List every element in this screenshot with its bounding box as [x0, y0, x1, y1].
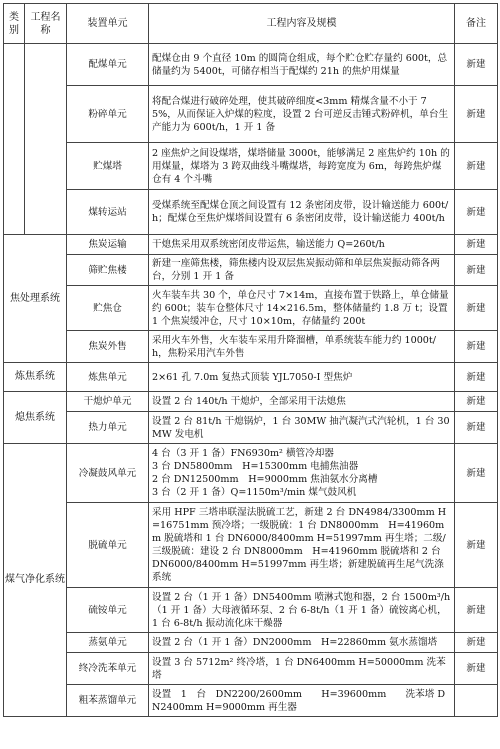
note-cell: 新建 [455, 392, 498, 412]
note-cell: 新建 [455, 331, 498, 363]
content-cell: 设置 2 台（1 开 1 备）DN5400mm 喷淋式饱和器，2 台 1500m³/h（1 开 1 备）大母液循环泵、2 台 6-8t/h（1 开 1 备）硫铵离心机，1 台 6-8t/h 振动流化床干燥器 [149, 588, 455, 633]
content-cell: 2×61 孔 7.0m 复热式顶装 YJL7050-I 型焦炉 [149, 363, 455, 392]
table-row [4, 685, 498, 717]
content-cell: 干熄焦采用双系统密闭皮带运焦，输送能力 Q=260t/h [149, 235, 455, 255]
table-row [4, 331, 498, 363]
unit-cell: 硫铵单元 [67, 588, 149, 633]
content-cell: 新建一座筛焦楼，筛焦楼内设双层焦炭振动筛和单层焦炭振动筛各两台，分别 1 开 1 备 [149, 255, 455, 286]
unit-cell: 粉碎单元 [67, 86, 149, 143]
header-category: 类别 [4, 4, 25, 44]
unit-cell: 终冷洗苯单元 [67, 653, 149, 685]
table-row [4, 190, 498, 235]
content-cell: 火车装车共 30 个，单仓尺寸 7×14m，直接布置于铁路上，单仓储量约 600t；装车仓整体尺寸 14×216.5m，整体储量约 1.8 万 t；设置 1 个焦炭缓冲仓，尺寸 10×10m，存储量约 200t [149, 286, 455, 331]
content-cell: 受煤系统至配煤仓顶之间设置有 12 条密闭皮带，设计输送能力 600t/h；配煤仓至焦炉煤塔间设置有 6 条密闭皮带，设计输送能力 400t/h [149, 190, 455, 235]
table-row [4, 633, 498, 653]
content-cell: 将配合煤进行破碎处理，使其破碎细度<3mm 精煤含量不小于 75%，从而保证入炉煤的粒度，设置 2 台可逆反击锤式粉碎机，单台生产能力为 600t/h，1 开 1 备 [149, 86, 455, 143]
table-row [4, 363, 498, 392]
unit-cell: 贮焦仓 [67, 286, 149, 331]
note-cell: 新建 [455, 588, 498, 633]
unit-cell: 炼焦单元 [67, 363, 149, 392]
table-header-row [4, 4, 498, 44]
note-cell: 新建 [455, 412, 498, 444]
category-gas-purification: 煤气净化系统 [4, 444, 67, 717]
header-content: 工程内容及规模 [149, 4, 455, 44]
unit-cell: 热力单元 [67, 412, 149, 444]
content-cell: 4 台（3 开 1 备）FN6930m² 横管冷却器 3 台 DN5800mm H=15300mm 电捕焦油器 2 台 DN12500mm H=9000mm 焦油氨水分离槽 3 台（2 开 1 备）Q=1150m³/min 煤气鼓风机 [149, 444, 455, 503]
category-coke-handling: 焦处理系统 [4, 235, 67, 363]
table-row [4, 444, 498, 503]
content-cell: 采用火车外售，火车装车采用升降溜槽，单系统装车能力约 1000t/h，焦粉采用汽车外售 [149, 331, 455, 363]
note-cell: 新建 [455, 143, 498, 190]
table-row [4, 392, 498, 412]
note-cell: 新建 [455, 190, 498, 235]
table-row [4, 412, 498, 444]
project-table [3, 3, 498, 717]
note-cell: 新建 [455, 503, 498, 588]
content-cell: 设置 3 台 5712m² 终冷塔，1 台 DN6400mm H=50000mm 洗苯塔 [149, 653, 455, 685]
table-row [4, 286, 498, 331]
content-cell: 设置 1 台 DN2200/2600mm H=39600mm 洗苯塔 DN2400mm H=9000mm 再生器 [149, 685, 455, 717]
category-quenching: 熄焦系统 [4, 392, 67, 444]
unit-cell: 干熄炉单元 [67, 392, 149, 412]
unit-cell: 蒸氨单元 [67, 633, 149, 653]
unit-cell: 粗苯蒸馏单元 [67, 685, 149, 717]
note-cell: 新建 [455, 633, 498, 653]
content-cell: 配煤仓由 9 个直径 10m 的圆筒仓组成，每个贮仓贮存量约 600t，总储量约为 5400t，可储存相当于配煤约 21h 的焦炉用煤量 [149, 44, 455, 86]
note-cell: 新建 [455, 86, 498, 143]
project-name-empty [25, 44, 67, 235]
note-cell: 新建 [455, 255, 498, 286]
content-cell: 设置 2 台 140t/h 干熄炉，全部采用干法熄焦 [149, 392, 455, 412]
unit-cell: 焦炭运输 [67, 235, 149, 255]
header-project-name: 工程名称 [25, 4, 67, 44]
note-cell [455, 685, 498, 717]
category-coking: 炼焦系统 [4, 363, 67, 392]
table-row [4, 255, 498, 286]
header-note: 备注 [455, 4, 498, 44]
category-coal-prep [4, 44, 25, 235]
table-row [4, 86, 498, 143]
table-row [4, 653, 498, 685]
unit-cell: 脱硫单元 [67, 503, 149, 588]
unit-cell: 配煤单元 [67, 44, 149, 86]
note-cell: 新建 [455, 286, 498, 331]
unit-cell: 煤转运站 [67, 190, 149, 235]
content-cell: 设置 2 台 81t/h 干熄锅炉，1 台 30MW 抽汽凝汽式汽轮机，1 台 30MW 发电机 [149, 412, 455, 444]
note-cell: 新建 [455, 44, 498, 86]
content-cell: 2 座焦炉之间设煤塔，煤塔储量 3000t，能够满足 2 座焦炉约 10h 的用煤量，煤塔为 3 跨双曲线斗嘴煤塔，每跨宽度为 6m，每跨焦炉煤仓有 4 个斗嘴 [149, 143, 455, 190]
note-cell: 新建 [455, 363, 498, 392]
content-cell: 设置 2 台（1 开 1 备）DN2000mm H=22860mm 氨水蒸馏塔 [149, 633, 455, 653]
unit-cell: 贮煤塔 [67, 143, 149, 190]
table-row [4, 44, 498, 86]
content-cell: 采用 HPF 三塔串联湿法脱硫工艺，新建 2 台 DN4984/3300mm H=16751mm 预冷塔；一级脱硫：1 台 DN8000mm H=41960mm 脱硫塔和 1 台 DN6000/8400mm H=51997mm 再生塔；二级/三级脱硫：建设 2 台 DN8000mm H=41960mm 脱硫塔和 2 台 DN6000/8400mm H=51997mm 再生塔；新建脱硫再生尾气洗涤系统 [149, 503, 455, 588]
table-row [4, 503, 498, 588]
note-cell: 新建 [455, 653, 498, 685]
table-row [4, 143, 498, 190]
table-row [4, 235, 498, 255]
note-cell: 新建 [455, 444, 498, 503]
unit-cell: 冷凝鼓风单元 [67, 444, 149, 503]
unit-cell: 筛贮焦楼 [67, 255, 149, 286]
note-cell: 新建 [455, 235, 498, 255]
table-row [4, 588, 498, 633]
unit-cell: 焦炭外售 [67, 331, 149, 363]
header-unit: 装置单元 [67, 4, 149, 44]
